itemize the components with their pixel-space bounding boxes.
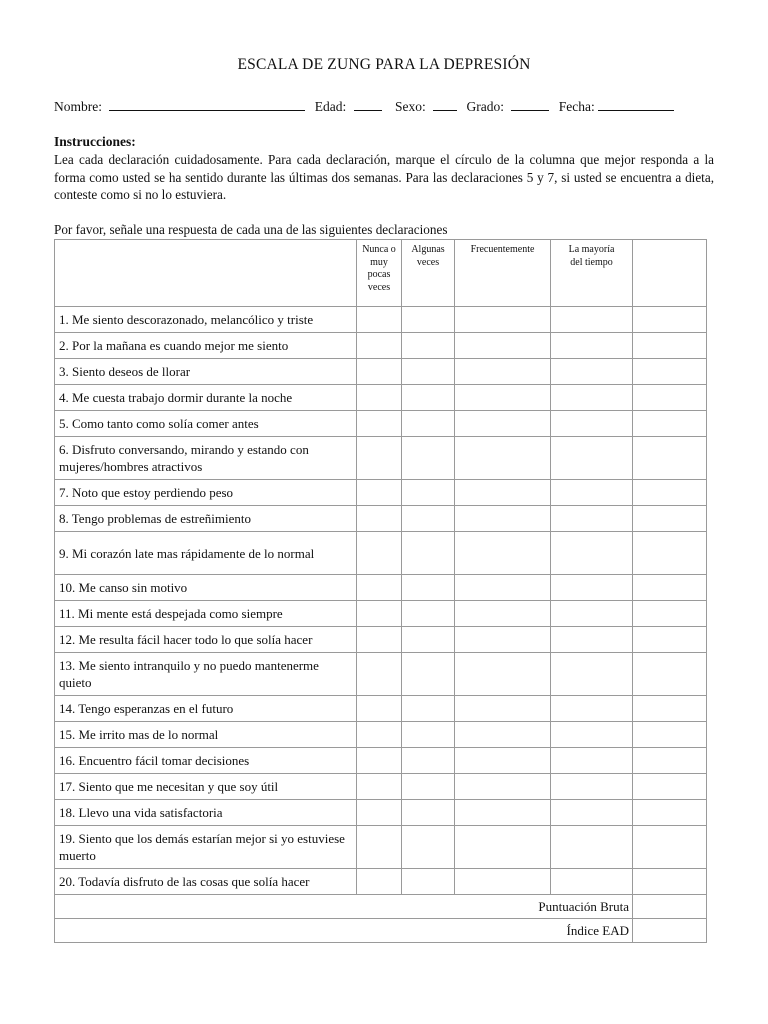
answer-cell-frequently[interactable] xyxy=(455,575,551,601)
statement-cell: 8. Tengo problemas de estreñimiento xyxy=(55,506,357,532)
table-row xyxy=(55,480,707,506)
answer-cell-frequently[interactable] xyxy=(455,359,551,385)
answer-cell-sometimes[interactable] xyxy=(402,627,455,653)
score-cell[interactable] xyxy=(633,696,707,722)
answer-cell-frequently[interactable] xyxy=(455,480,551,506)
answer-cell-never[interactable] xyxy=(357,532,402,575)
answer-cell-most-time[interactable] xyxy=(551,575,633,601)
name-label: Nombre: xyxy=(54,99,102,114)
score-cell[interactable] xyxy=(633,480,707,506)
statement-cell: 5. Como tanto como solía comer antes xyxy=(55,411,357,437)
answer-cell-frequently[interactable] xyxy=(455,506,551,532)
statement-cell: 1. Me siento descorazonado, melancólico y triste xyxy=(55,307,357,333)
table-row xyxy=(55,506,707,532)
answer-cell-sometimes[interactable] xyxy=(402,532,455,575)
column-header-sometimes: Algunas veces xyxy=(402,240,455,307)
table-row xyxy=(55,532,707,575)
patient-info-line xyxy=(54,98,714,115)
response-prompt: Por favor, señale una respuesta de cada una de las siguientes declaraciones xyxy=(54,222,448,237)
table-row xyxy=(55,627,707,653)
age-field[interactable] xyxy=(354,98,382,111)
answer-cell-sometimes[interactable] xyxy=(402,696,455,722)
score-cell[interactable] xyxy=(633,774,707,800)
raw-score-row xyxy=(55,895,707,919)
table-row xyxy=(55,722,707,748)
score-cell[interactable] xyxy=(633,653,707,696)
table-row xyxy=(55,575,707,601)
table-row xyxy=(55,696,707,722)
answer-cell-sometimes[interactable] xyxy=(402,722,455,748)
answer-cell-most-time[interactable] xyxy=(551,307,633,333)
statement-cell: 17. Siento que me necesitan y que soy útil xyxy=(55,774,357,800)
table-row xyxy=(55,826,707,869)
column-header-most-time: La mayoría del tiempo xyxy=(551,240,633,307)
score-cell[interactable] xyxy=(633,601,707,627)
table-row xyxy=(55,800,707,826)
answer-cell-frequently[interactable] xyxy=(455,307,551,333)
statement-cell: 15. Me irrito mas de lo normal xyxy=(55,722,357,748)
answer-cell-never[interactable] xyxy=(357,411,402,437)
table-row xyxy=(55,653,707,696)
answer-cell-never[interactable] xyxy=(357,480,402,506)
statement-cell: 12. Me resulta fácil hacer todo lo que solía hacer xyxy=(55,627,357,653)
header-extra-cell xyxy=(633,240,707,307)
answer-cell-most-time[interactable] xyxy=(551,722,633,748)
statement-cell: 10. Me canso sin motivo xyxy=(55,575,357,601)
table-row xyxy=(55,307,707,333)
answer-cell-sometimes[interactable] xyxy=(402,411,455,437)
sex-label: Sexo: xyxy=(395,99,426,114)
column-header-frequently: Frecuentemente xyxy=(455,240,551,307)
score-cell[interactable] xyxy=(633,532,707,575)
score-cell[interactable] xyxy=(633,411,707,437)
sex-field[interactable] xyxy=(433,98,457,111)
answer-cell-never[interactable] xyxy=(357,774,402,800)
column-header-never: Nunca o muy pocas veces xyxy=(357,240,402,307)
answer-cell-sometimes[interactable] xyxy=(402,653,455,696)
answer-cell-frequently[interactable] xyxy=(455,411,551,437)
answer-cell-frequently[interactable] xyxy=(455,774,551,800)
document-title: ESCALA DE ZUNG PARA LA DEPRESIÓN xyxy=(237,56,531,73)
score-cell[interactable] xyxy=(633,437,707,480)
score-cell[interactable] xyxy=(633,722,707,748)
answer-cell-frequently[interactable] xyxy=(455,333,551,359)
answer-cell-sometimes[interactable] xyxy=(402,385,455,411)
answer-cell-never[interactable] xyxy=(357,653,402,696)
grade-field[interactable] xyxy=(511,98,549,111)
answer-cell-most-time[interactable] xyxy=(551,748,633,774)
answer-cell-most-time[interactable] xyxy=(551,437,633,480)
answer-cell-never[interactable] xyxy=(357,826,402,869)
answer-cell-most-time[interactable] xyxy=(551,696,633,722)
answer-cell-sometimes[interactable] xyxy=(402,869,455,895)
table-row xyxy=(55,869,707,895)
answer-cell-never[interactable] xyxy=(357,627,402,653)
answer-cell-most-time[interactable] xyxy=(551,627,633,653)
answer-cell-never[interactable] xyxy=(357,506,402,532)
answer-cell-sometimes[interactable] xyxy=(402,359,455,385)
table-row xyxy=(55,774,707,800)
answer-cell-frequently[interactable] xyxy=(455,627,551,653)
answer-cell-frequently[interactable] xyxy=(455,437,551,480)
answer-cell-never[interactable] xyxy=(357,869,402,895)
statement-cell: 2. Por la mañana es cuando mejor me siento xyxy=(55,333,357,359)
answer-cell-most-time[interactable] xyxy=(551,359,633,385)
score-cell[interactable] xyxy=(633,826,707,869)
answer-cell-sometimes[interactable] xyxy=(402,307,455,333)
answer-cell-most-time[interactable] xyxy=(551,826,633,869)
answer-cell-frequently[interactable] xyxy=(455,653,551,696)
table-row xyxy=(55,385,707,411)
statement-cell: 3. Siento deseos de llorar xyxy=(55,359,357,385)
score-cell[interactable] xyxy=(633,385,707,411)
answer-cell-never[interactable] xyxy=(357,333,402,359)
answer-cell-frequently[interactable] xyxy=(455,532,551,575)
ead-index-row xyxy=(55,919,707,943)
instructions-text: Lea cada declaración cuidadosamente. Para cada declaración, marque el círculo de la columna que mejor responda a la forma como usted se ha sentido durante las últimas dos semanas. Para las declaraciones 5 y 7, si usted se encuentra a dieta, conteste como si no lo estuviera. xyxy=(54,152,714,202)
answer-cell-sometimes[interactable] xyxy=(402,826,455,869)
answer-cell-sometimes[interactable] xyxy=(402,601,455,627)
statement-cell: 20. Todavía disfruto de las cosas que solía hacer xyxy=(55,869,357,895)
score-cell[interactable] xyxy=(633,575,707,601)
answer-cell-never[interactable] xyxy=(357,601,402,627)
statement-cell: 19. Siento que los demás estarían mejor si yo estuviese muerto xyxy=(55,826,357,869)
score-cell[interactable] xyxy=(633,333,707,359)
date-field[interactable] xyxy=(598,98,674,111)
answer-cell-frequently[interactable] xyxy=(455,800,551,826)
answer-cell-never[interactable] xyxy=(357,800,402,826)
table-header-row xyxy=(55,240,707,307)
grade-label: Grado: xyxy=(466,99,505,114)
table-row xyxy=(55,333,707,359)
table-row xyxy=(55,601,707,627)
score-cell[interactable] xyxy=(633,307,707,333)
raw-score-cell[interactable] xyxy=(633,895,707,919)
age-label: Edad: xyxy=(314,99,347,114)
answer-cell-frequently[interactable] xyxy=(455,696,551,722)
score-cell[interactable] xyxy=(633,506,707,532)
answer-cell-most-time[interactable] xyxy=(551,653,633,696)
answer-cell-never[interactable] xyxy=(357,575,402,601)
zung-scale-table xyxy=(54,239,707,943)
table-row xyxy=(55,437,707,480)
answer-cell-most-time[interactable] xyxy=(551,601,633,627)
answer-cell-sometimes[interactable] xyxy=(402,506,455,532)
statement-cell: 13. Me siento intranquilo y no puedo mantenerme quieto xyxy=(55,653,357,696)
score-cell[interactable] xyxy=(633,359,707,385)
answer-cell-most-time[interactable] xyxy=(551,385,633,411)
score-cell[interactable] xyxy=(633,869,707,895)
statement-cell: 4. Me cuesta trabajo dormir durante la noche xyxy=(55,385,357,411)
answer-cell-frequently[interactable] xyxy=(455,748,551,774)
answer-cell-sometimes[interactable] xyxy=(402,800,455,826)
statement-cell: 9. Mi corazón late mas rápidamente de lo normal xyxy=(55,532,357,575)
score-cell[interactable] xyxy=(633,800,707,826)
answer-cell-most-time[interactable] xyxy=(551,480,633,506)
answer-cell-sometimes[interactable] xyxy=(402,575,455,601)
items-body xyxy=(55,307,707,895)
answer-cell-never[interactable] xyxy=(357,359,402,385)
answer-cell-sometimes[interactable] xyxy=(402,774,455,800)
statement-cell: 11. Mi mente está despejada como siempre xyxy=(55,601,357,627)
statement-cell: 16. Encuentro fácil tomar decisiones xyxy=(55,748,357,774)
answer-cell-frequently[interactable] xyxy=(455,869,551,895)
score-cell[interactable] xyxy=(633,627,707,653)
statement-cell: 7. Noto que estoy perdiendo peso xyxy=(55,480,357,506)
instructions-heading: Instrucciones: xyxy=(54,134,136,149)
date-label: Fecha: xyxy=(558,99,595,114)
answer-cell-most-time[interactable] xyxy=(551,774,633,800)
answer-cell-never[interactable] xyxy=(357,307,402,333)
answer-cell-never[interactable] xyxy=(357,385,402,411)
answer-cell-frequently[interactable] xyxy=(455,385,551,411)
table-row xyxy=(55,359,707,385)
answer-cell-most-time[interactable] xyxy=(551,333,633,359)
answer-cell-most-time[interactable] xyxy=(551,506,633,532)
answer-cell-never[interactable] xyxy=(357,748,402,774)
statement-cell: 18. Llevo una vida satisfactoria xyxy=(55,800,357,826)
table-row xyxy=(55,411,707,437)
answer-cell-sometimes[interactable] xyxy=(402,480,455,506)
answer-cell-frequently[interactable] xyxy=(455,826,551,869)
raw-score-label: Puntuación Bruta xyxy=(55,895,633,919)
name-field[interactable] xyxy=(109,98,305,111)
answer-cell-most-time[interactable] xyxy=(551,800,633,826)
answer-cell-most-time[interactable] xyxy=(551,411,633,437)
header-blank-cell xyxy=(55,240,357,307)
answer-cell-sometimes[interactable] xyxy=(402,437,455,480)
answer-cell-sometimes[interactable] xyxy=(402,748,455,774)
score-cell[interactable] xyxy=(633,748,707,774)
table-row xyxy=(55,748,707,774)
answer-cell-most-time[interactable] xyxy=(551,532,633,575)
answer-cell-never[interactable] xyxy=(357,696,402,722)
ead-index-cell[interactable] xyxy=(633,919,707,943)
answer-cell-most-time[interactable] xyxy=(551,869,633,895)
answer-cell-frequently[interactable] xyxy=(455,601,551,627)
answer-cell-never[interactable] xyxy=(357,437,402,480)
answer-cell-sometimes[interactable] xyxy=(402,333,455,359)
statement-cell: 6. Disfruto conversando, mirando y estando con mujeres/hombres atractivos xyxy=(55,437,357,480)
answer-cell-frequently[interactable] xyxy=(455,722,551,748)
answer-cell-never[interactable] xyxy=(357,722,402,748)
statement-cell: 14. Tengo esperanzas en el futuro xyxy=(55,696,357,722)
ead-index-label: Índice EAD xyxy=(55,919,633,943)
